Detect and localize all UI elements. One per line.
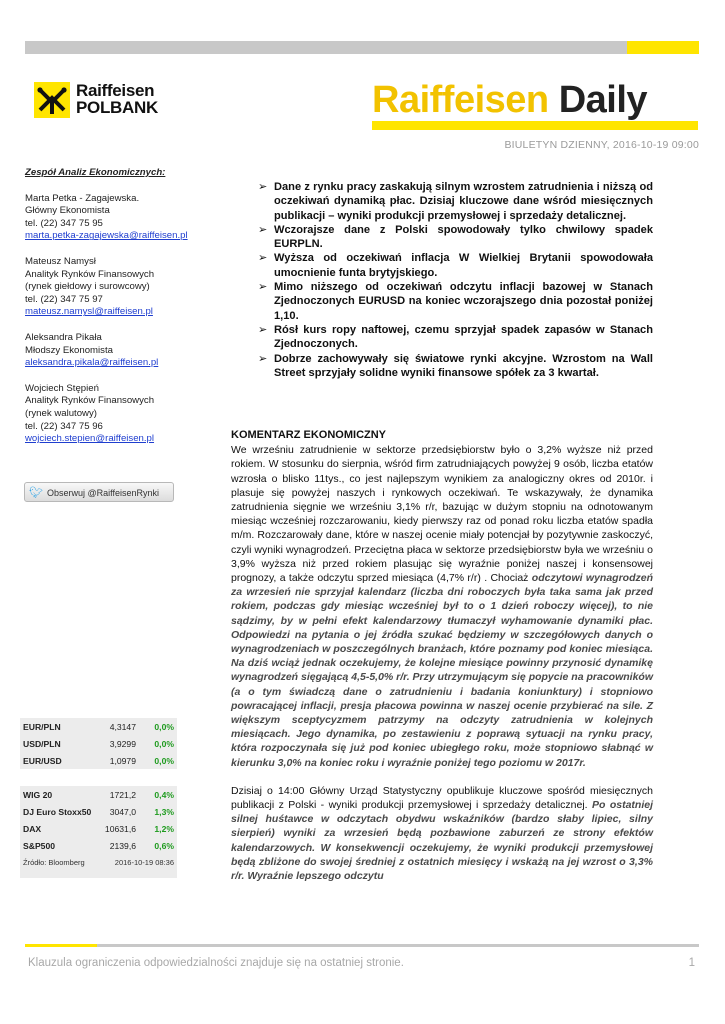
team-title: Zespół Analiz Ekonomicznych: xyxy=(25,167,166,178)
table-row xyxy=(20,752,177,769)
page-number: 1 xyxy=(688,957,695,969)
title-underline xyxy=(372,121,698,130)
key-point-text: Wyższa od oczekiwań inflacja W Wielkiej Brytanii spowodowała umocnienie funta brytyjskiego. xyxy=(274,252,653,279)
bulletin-date: BIULETYN DZIENNY, 2016-10-19 09:00 xyxy=(504,139,699,151)
footer-rule xyxy=(25,944,699,947)
instrument-change: 0,6% xyxy=(154,840,174,851)
instrument-change: 1,3% xyxy=(154,806,174,817)
bullet-arrow-icon: ➢ xyxy=(258,281,268,294)
instrument-name: EUR/USD xyxy=(23,755,62,766)
instrument-name: WIG 20 xyxy=(23,789,53,800)
economic-commentary xyxy=(231,428,653,883)
contact-role: Analityk Rynków Finansowych xyxy=(25,395,155,407)
bullet-arrow-icon: ➢ xyxy=(258,181,268,193)
top-rule-accent xyxy=(627,41,699,54)
footer-rule-accent xyxy=(25,944,97,947)
instrument-change: 1,2% xyxy=(154,823,174,834)
instrument-name: USD/PLN xyxy=(23,738,61,749)
table-row xyxy=(20,735,177,752)
contact-role-detail: (rynek walutowy) xyxy=(25,407,97,419)
list-item xyxy=(258,180,653,223)
contact-role-detail: (rynek giełdowy i surowcowy) xyxy=(25,281,150,293)
table-row xyxy=(20,820,177,837)
key-points-list xyxy=(258,180,653,380)
instrument-name: DJ Euro Stoxx50 xyxy=(23,806,92,817)
key-point-text: Dane z rynku pracy zaskakują silnym wzrostem zatrudnienia i niższą od oczekiwań dynamiką płac. Dzisiaj kluczowe dane wśród miesięcznych publikacji – wyniki produkcji przemysłowej i sprzedaży detalicznej. xyxy=(274,181,653,222)
instrument-change: 0,0% xyxy=(154,755,174,766)
twitter-follow-button[interactable] xyxy=(24,482,174,502)
contact-email-link[interactable]: marta.petka-zagajewska@raiffeisen.pl xyxy=(25,230,188,242)
key-point-text: Mimo niższego od oczekiwań odczytu inflacji bazowej w Stanach Zjednoczonych EURUSD na koniec wczorajszego dnia pozostał poniżej 1,10. xyxy=(274,281,653,322)
table-spacer xyxy=(20,769,177,786)
contact-email-link[interactable]: wojciech.stepien@raiffeisen.pl xyxy=(25,433,155,445)
instrument-value: 2139,6 xyxy=(109,840,136,851)
commentary-paragraph xyxy=(231,784,653,883)
paragraph-text: We wrześniu zatrudnienie w sektorze przedsiębiorstw było o 3,2% wyższe niż przed rokiem. W stosunku do sierpnia, wśród firm zatrudniających powyżej 9 osób, liczba etatów wzrosła o blisko 11tys., co jest najlepszym wynikiem za analogiczny okres od 2010r. i plasuje się powyżej naszych i rynkowych oczekiwań. Te wskazywały, że dynamika zatrudnienia sięgnie we wrześniu 3,1% r/r, bazując w dużym stopniu na odnotowanym miesiąc wcześniej rozczarowaniu, kiedy pierwszy raz od ponad roku liczba etatów spadła m/m. Rozczarowały dane, które w naszej ocenie miały potencjał by pozytywnie zaskoczyć, czyli wyniki wynagrodzeń. Przeciętna płaca w sektorze przedsiębiorstw była we wrześniu o 3,9% wyższa niż przed rokiem plasując się wyraźnie poniżej naszej i konsensowej prognozy, a także odczytu sprzed miesiąca (4,7% r/r) . Chociaż xyxy=(231,444,653,585)
table-row xyxy=(20,786,177,803)
instrument-value: 3047,0 xyxy=(109,806,136,817)
raiffeisen-polbank-logo xyxy=(34,82,194,122)
list-item xyxy=(258,323,653,352)
instrument-value: 4,3147 xyxy=(109,721,136,732)
contact-card xyxy=(25,193,200,243)
paragraph-emphasis: Po ostatniej silnej huśtawce w odczytach obydwu wskaźników (bardzo słaby lipiec, silny sierpień) wyniki za wrzesień będą pozbawione zaburzeń ze strony efektów kalendarzowych. W konsekwencji oczekujemy, że wyniki produkcji przemysłowej będą zbliżone do swojej średniej z ostatnich miesięcy i wskażą na jej wzrost o 3,3% r/r. Wyraźnie lepszego odczytu xyxy=(231,799,654,883)
contact-email-link[interactable]: mateusz.namysl@raiffeisen.pl xyxy=(25,306,153,318)
logo-text-polbank: POLBANK xyxy=(76,98,158,117)
list-item xyxy=(258,251,653,280)
contact-card xyxy=(25,256,200,319)
team-contacts xyxy=(25,167,200,459)
twitter-bird-icon: 🐦︎ xyxy=(29,487,43,499)
contact-name: Marta Petka - Zagajewska. xyxy=(25,192,140,204)
instrument-name: S&P500 xyxy=(23,840,56,851)
contact-card xyxy=(25,332,200,370)
table-row xyxy=(20,837,177,854)
raiffeisen-gable-cross-icon xyxy=(34,82,70,118)
instrument-value: 1721,2 xyxy=(109,789,136,800)
commentary-paragraph xyxy=(231,443,653,770)
key-point-text: Rósł kurs ropy naftowej, czemu sprzyjał spadek zapasów w Stanach Zjednoczonych. xyxy=(274,323,653,351)
publication-title-part1: Raiffeisen xyxy=(372,79,549,121)
instrument-change: 0,0% xyxy=(154,738,174,749)
logo-text-raiffeisen: Raiffeisen xyxy=(76,81,155,100)
contact-card xyxy=(25,383,200,446)
contact-role: Główny Ekonomista xyxy=(25,205,110,217)
paragraph-emphasis: odczytowi wynagrodzeń za wrzesień nie sprzyjał kalendarz (liczba dni roboczych była taka sama jak przed rokiem, podczas gdy miesiąc wcześniej był to o 1 dzień roboczy więcej), to nie sądzimy, by w pełni efekt kalendarzowy tłumaczył wyhamowanie dynamiki płac. Odpowiedzi na pytania o jej źródła szukać będziemy w szczegółowych danych o wynagrodzeniach w poszczególnych branżach, które poznamy pod koniec miesiąca. Na dziś wciąż jednak oczekujemy, że kolejne miesiące powinny przynosić dynamikę wynagrodzeń sięgającą 4,5-5,0% r/r. Przy utrzymującym się popycie na pracowników (a o tym świadczą dane o zatrudnieniu i badania koniunktury) i stopniowo powracającej inflacji, presja płacowa powinna w naszej ocenie przybierać na sile. Z większym sceptycyzmem patrzymy na odczyty zatrudnienia w kolejnych miesiącach. Jego dynamika, po zestawieniu z poprawą sytuacji na rynku pracy, która rozpoczynała się już pod koniec ubiegłego roku, może stopniowo słabnąć w kierunku 3,0% na koniec roku i wyraźnie poniżej tego poziomu w 2017r. xyxy=(231,572,653,769)
footer-disclaimer: Klauzula ograniczenia odpowiedzialności znajduje się na ostatniej stronie. xyxy=(28,957,404,969)
instrument-value: 3,9299 xyxy=(109,738,136,749)
contact-name: Wojciech Stępień xyxy=(25,382,99,394)
contact-phone: tel. (22) 347 75 97 xyxy=(25,293,103,305)
market-data-table xyxy=(20,718,177,878)
contact-phone: tel. (22) 347 75 96 xyxy=(25,420,103,432)
bullet-arrow-icon: ➢ xyxy=(258,352,268,365)
data-timestamp: 2016-10-19 08:36 xyxy=(114,858,174,867)
data-source: Źródło: Bloomberg xyxy=(23,858,85,867)
instrument-name: EUR/PLN xyxy=(23,721,61,732)
section-heading: KOMENTARZ EKONOMICZNY xyxy=(231,429,387,441)
list-item xyxy=(258,223,653,252)
contact-role: Analityk Rynków Finansowych xyxy=(25,268,155,280)
instrument-value: 10631,6 xyxy=(104,823,136,834)
instrument-value: 1,0979 xyxy=(109,755,136,766)
key-point-text: Dobrze zachowywały się światowe rynki akcyjne. Wzrostom na Wall Street sprzyjały solidne wyniki finansowe spółek za 3 kwartał. xyxy=(274,352,653,379)
instrument-change: 0,0% xyxy=(154,721,174,732)
top-rule xyxy=(25,41,699,54)
list-item xyxy=(258,352,653,381)
table-row xyxy=(20,718,177,735)
instrument-change: 0,4% xyxy=(154,789,174,800)
contact-name: Mateusz Namysł xyxy=(25,255,96,267)
twitter-follow-label: Obserwuj @RaiffeisenRynki xyxy=(47,488,160,498)
key-point-text: Wczorajsze dane z Polski spowodowały tylko chwilowy spadek EURPLN. xyxy=(274,223,653,251)
contact-name: Aleksandra Pikała xyxy=(25,331,102,343)
paragraph-text: Dzisiaj o 14:00 Główny Urząd Statystyczny opublikuje kluczowe spośród miesięcznych publikacji z Polski - wyniki produkcji przemysłowej i sprzedaży detalicznej. xyxy=(231,784,653,812)
list-item xyxy=(258,280,653,323)
contact-email-link[interactable]: aleksandra.pikala@raiffeisen.pl xyxy=(25,357,159,369)
bullet-arrow-icon: ➢ xyxy=(258,223,268,236)
instrument-name: DAX xyxy=(23,823,42,834)
bullet-arrow-icon: ➢ xyxy=(258,323,268,336)
contact-phone: tel. (22) 347 75 95 xyxy=(25,217,103,229)
publication-title xyxy=(372,78,647,122)
table-row xyxy=(20,803,177,820)
bullet-arrow-icon: ➢ xyxy=(258,252,268,265)
publication-title-part2: Daily xyxy=(558,79,648,121)
source-row xyxy=(20,854,177,871)
contact-role: Młodszy Ekonomista xyxy=(25,344,113,356)
